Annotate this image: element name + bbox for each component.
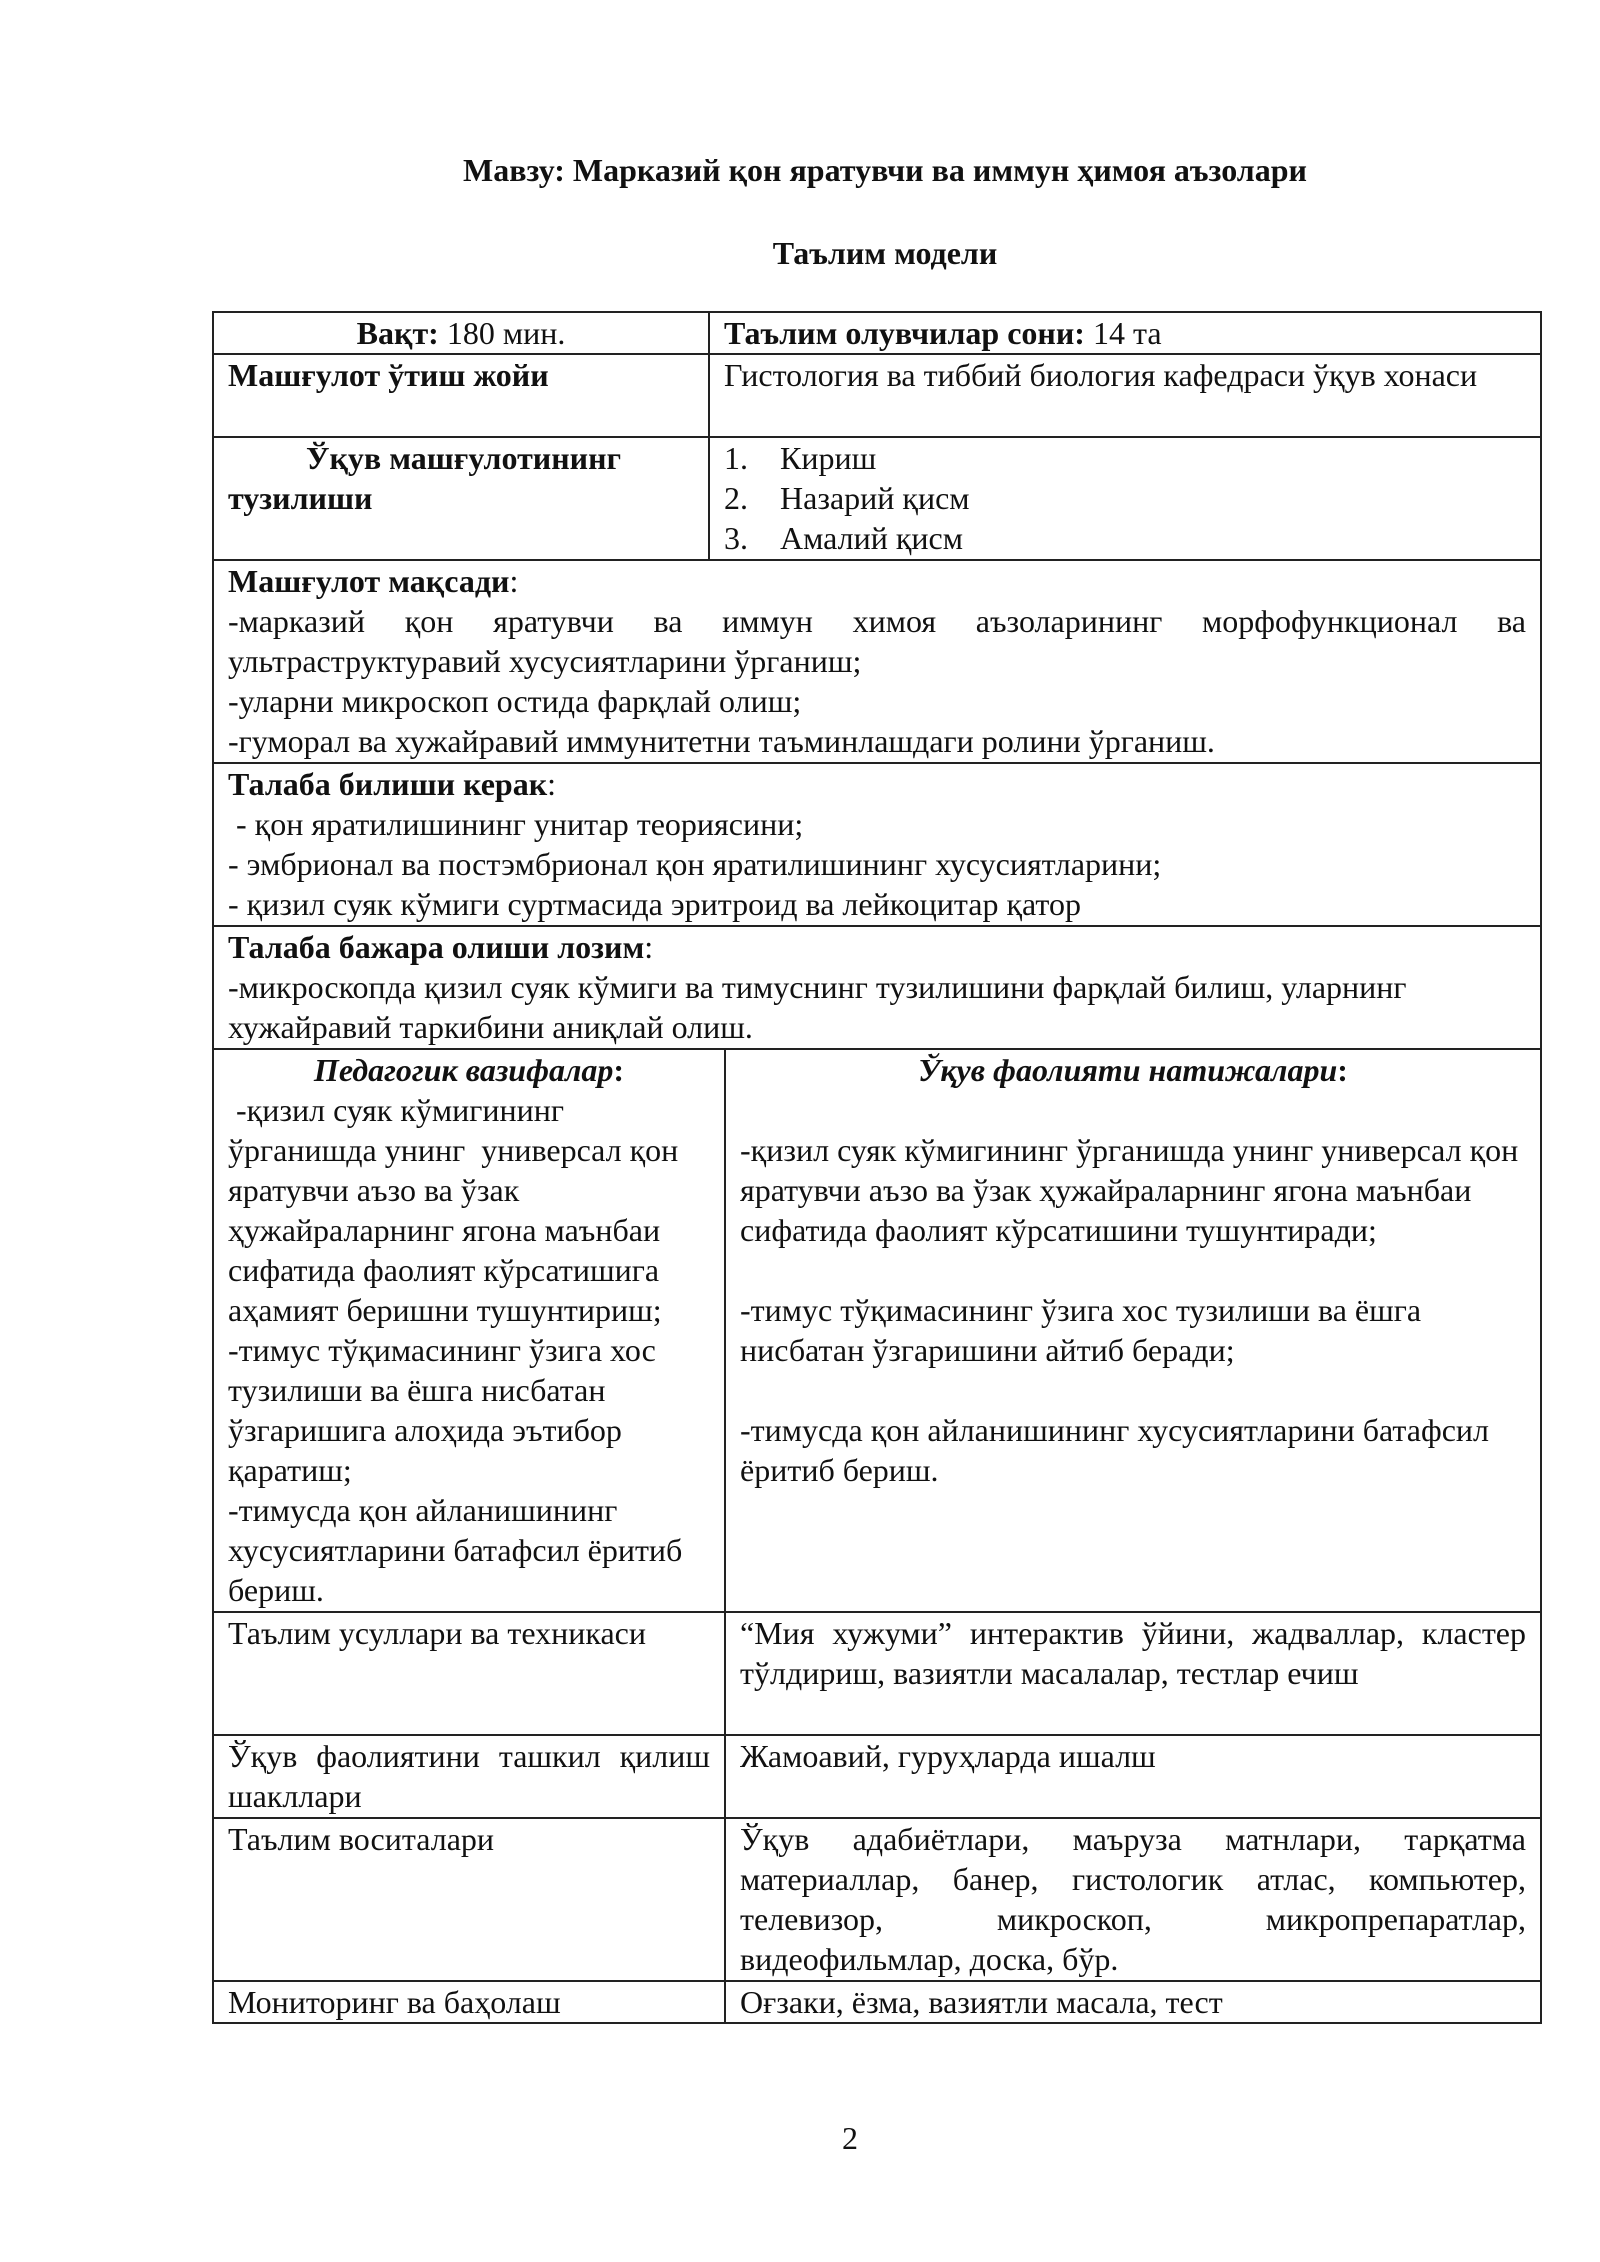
row-methods bbox=[213, 1612, 1541, 1735]
structure-item: 1. Кириш bbox=[724, 440, 877, 476]
do-cell: Талаба бажара олиши лозим: -микроскопда қизил суяк кўмиги ва тимуснинг тузилишини фарқлай билиш, уларнинг хужайравий таркибини аниқлай олиш. bbox=[213, 926, 1541, 1049]
row-means bbox=[213, 1818, 1541, 1981]
row-goal bbox=[213, 560, 1541, 763]
monitoring-label: Мониторинг ва баҳолаш bbox=[213, 1981, 725, 2023]
goal-label: Машғулот мақсади bbox=[228, 563, 510, 599]
venue-label: Машғулот ўтиш жойи bbox=[213, 354, 709, 437]
task-item: -қизил суяк кўмигининг ўрганишда унинг универсал қон яратувчи аъзо ва ўзак ҳужайраларнинг ягона маънбаи сифатида фаолият кўрсатишига аҳамият беришни тушунтириш; bbox=[228, 1092, 687, 1328]
tasks-label: Педагогик вазифалар bbox=[313, 1052, 614, 1088]
know-cell: Талаба билиши керак: - қон яратилишининг унитар теориясини; - эмбрионал ва постэмбрионал қон яратилишининг хусусиятларини; - қизил суяк кўмиги суртмасида эритроид ва лейкоцитар қатор bbox=[213, 763, 1541, 926]
goal-cell: Машғулот мақсади: -марказий қон яратувчи ва иммун химоя аъзоларининг морфофункционал ва ультраструктуравий хусусиятларини ўрганиш; -уларни микроскоп остида фарқлай олиш; -гуморал ва хужайравий иммунитетни таъминлашдаги ролини ўрганиш. bbox=[213, 560, 1541, 763]
structure-item: 3. Амалий қисм bbox=[724, 520, 963, 556]
row-structure bbox=[213, 437, 1541, 560]
row-forms bbox=[213, 1735, 1541, 1818]
task-item: -тимусда қон айланишининг хусусиятларини батафсил ёритиб бериш. bbox=[228, 1492, 683, 1608]
know-line: - қизил суяк кўмиги суртмасида эритроид ва лейкоцитар қатор bbox=[228, 886, 1081, 922]
venue-value: Гистология ва тиббий биология кафедраси ўқув хонаси bbox=[709, 354, 1541, 437]
structure-cell bbox=[709, 437, 1541, 560]
structure-label: Ўқув машғулотининг тузилиши bbox=[213, 437, 709, 560]
structure-list bbox=[724, 438, 1526, 558]
teaching-model-table bbox=[212, 311, 1542, 2024]
row-time-students bbox=[213, 312, 1541, 354]
time-label: Вақт: bbox=[356, 315, 439, 351]
do-label: Талаба бажара олиши лозим bbox=[228, 929, 645, 965]
row-know bbox=[213, 763, 1541, 926]
tasks-cell: Педагогик вазифалар: -қизил суяк кўмигининг ўрганишда унинг универсал қон яратувчи аъзо ва ўзак ҳужайраларнинг ягона маънбаи сифатида фаолият кўрсатишига аҳамият беришни тушунтириш; -тимус тўқимасининг ўзига хос тузилиши ва ёшга нисбатан ўзгаришига алоҳида эътибор қаратиш; -тимусда қон айланишининг хусусиятларини батафсил ёритиб бериш. bbox=[213, 1049, 725, 1612]
know-line: - қон яратилишининг унитар теориясини; bbox=[228, 806, 804, 842]
means-label: Таълим воситалари bbox=[213, 1818, 725, 1981]
methods-value: “Мия хужуми” интерактив ўйини, жадваллар, кластер тўлдириш, вазиятли масалалар, тестлар ечиш bbox=[725, 1612, 1541, 1735]
row-monitoring bbox=[213, 1981, 1541, 2023]
forms-label: Ўқув фаолиятини ташкил қилиш шакллари bbox=[213, 1735, 725, 1818]
row-venue bbox=[213, 354, 1541, 437]
page-title: Мавзу: Марказий қон яратувчи ва иммун ҳимоя аъзолари bbox=[463, 152, 1307, 188]
task-item: -тимус тўқимасининг ўзига хос тузилиши ва ёшга нисбатан ўзгаришига алоҳида эътибор қаратиш; bbox=[228, 1332, 656, 1488]
means-value: Ўқув адабиётлари, маъруза матнлари, тарқатма материаллар, банер, гистологик атлас, компьютер, телевизор, микроскоп, микропрепаратлар, видеофильмлар, доска, бўр. bbox=[725, 1818, 1541, 1981]
forms-value: Жамоавий, гуруҳларда ишалш bbox=[725, 1735, 1541, 1818]
results-label: Ўқув фаолияти натижалари bbox=[918, 1052, 1338, 1088]
students-value: 14 та bbox=[1084, 315, 1162, 351]
goal-line: -марказий қон яратувчи ва иммун химоя аъзоларининг морфофункционал ва ультраструктуравий хусусиятларини ўрганиш; bbox=[228, 603, 1526, 679]
students-label: Таълим олувчилар сони: bbox=[724, 315, 1085, 351]
time-value: 180 мин. bbox=[438, 315, 566, 351]
know-label: Талаба билиши керак bbox=[228, 766, 548, 802]
goal-line: -уларни микроскоп остида фарқлай олиш; bbox=[228, 683, 802, 719]
page-number: 2 bbox=[842, 2120, 858, 2156]
goal-line: -гуморал ва хужайравий иммунитетни таъминлашдаги ролини ўрганиш. bbox=[228, 723, 1215, 759]
cell-students bbox=[709, 312, 1541, 354]
row-do bbox=[213, 926, 1541, 1049]
methods-label: Таълим усуллари ва техникаси bbox=[213, 1612, 725, 1735]
result-item: -тимус тўқимасининг ўзига хос тузилиши ва ёшга нисбатан ўзгаришини айтиб беради; bbox=[740, 1292, 1422, 1368]
result-item: -тимусда қон айланишининг хусусиятларини батафсил ёритиб бериш. bbox=[740, 1412, 1489, 1488]
know-line: - эмбрионал ва постэмбрионал қон яратилишининг хусусиятларини; bbox=[228, 846, 1162, 882]
structure-item: 2. Назарий қисм bbox=[724, 480, 970, 516]
cell-time bbox=[213, 312, 709, 354]
do-line: -микроскопда қизил суяк кўмиги ва тимуснинг тузилишини фарқлай билиш, уларнинг хужайравий таркибини аниқлай олиш. bbox=[228, 969, 1407, 1045]
row-tasks-results bbox=[213, 1049, 1541, 1612]
results-cell: Ўқув фаолияти натижалари: -қизил суяк кўмигининг ўрганишда унинг универсал қон яратувчи аъзо ва ўзак ҳужайраларнинг ягона маънбаи сифатида фаолият кўрсатишини тушунтиради; -тимус тўқимасининг ўзига хос тузилиши ва ёшга нисбатан ўзгаришини айтиб беради; -тимусда қон айланишининг хусусиятларини батафсил ёритиб бериш. bbox=[725, 1049, 1541, 1612]
result-item: -қизил суяк кўмигининг ўрганишда унинг универсал қон яратувчи аъзо ва ўзак ҳужайраларнинг ягона маънбаи сифатида фаолият кўрсатишини тушунтиради; bbox=[740, 1132, 1519, 1248]
page-subtitle: Таълим модели bbox=[772, 235, 998, 271]
monitoring-value: Оғзаки, ёзма, вазиятли масала, тест bbox=[725, 1981, 1541, 2023]
